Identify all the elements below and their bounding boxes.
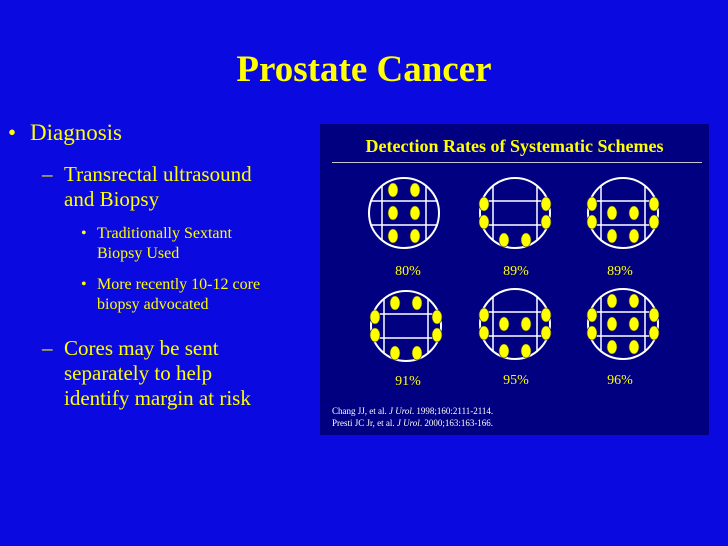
gland-outline — [588, 178, 658, 248]
biopsy-core — [649, 197, 659, 211]
bullet-dot-icon: • — [81, 276, 87, 293]
biopsy-core — [587, 197, 597, 211]
scheme-1-rate: 80% — [395, 264, 421, 279]
biopsy-core — [587, 308, 597, 322]
subsub-bullet-sextant-line2: Biopsy Used — [97, 245, 180, 262]
scheme-6-rate: 96% — [607, 373, 633, 388]
subsub-bullet-sextant — [81, 224, 327, 264]
sub-bullet-trus-line1: Transrectal ultrasound — [64, 162, 252, 186]
subsub-bullet-sextant-line1: Traditionally Sextant — [97, 225, 232, 242]
scheme-3-rate: 89% — [607, 264, 633, 279]
subsub-bullet-core-line1: More recently 10-12 core — [97, 276, 261, 293]
biopsy-core — [649, 308, 659, 322]
figure-divider — [332, 162, 702, 163]
slide-title-text: Prostate Cancer — [236, 49, 492, 90]
biopsy-core — [412, 346, 422, 360]
biopsy-core — [541, 215, 551, 229]
biopsy-core — [587, 215, 597, 229]
biopsy-core — [388, 206, 398, 220]
scheme-2-rate: 89% — [503, 264, 529, 279]
detection-rates-figure — [320, 124, 709, 435]
gland-outline — [480, 289, 550, 359]
gland-outline — [371, 291, 441, 361]
biopsy-core — [390, 296, 400, 310]
sub-bullet-trus-line2: and Biopsy — [64, 187, 160, 211]
biopsy-core — [390, 346, 400, 360]
citation-presti-journal: J Urol — [396, 418, 420, 428]
biopsy-scheme-4 — [369, 289, 443, 363]
sub-bullet-cores — [42, 336, 324, 411]
gland-outline — [480, 178, 550, 248]
biopsy-core — [629, 229, 639, 243]
biopsy-core — [432, 328, 442, 342]
biopsy-core — [607, 340, 617, 354]
biopsy-core — [412, 296, 422, 310]
biopsy-core — [521, 233, 531, 247]
biopsy-core — [541, 308, 551, 322]
biopsy-core — [649, 215, 659, 229]
biopsy-core — [499, 233, 509, 247]
biopsy-core — [432, 310, 442, 324]
dash-icon: – — [42, 162, 53, 186]
biopsy-core — [607, 206, 617, 220]
bullet-dot-icon: • — [81, 225, 87, 242]
slide-title — [0, 48, 728, 92]
biopsy-core — [479, 308, 489, 322]
sub-bullet-trus — [42, 162, 324, 212]
gland-outline — [588, 289, 658, 359]
biopsy-core — [388, 229, 398, 243]
citation-presti-details: . 2000;163:163-166. — [419, 418, 494, 428]
biopsy-scheme-1 — [367, 176, 441, 250]
biopsy-core — [629, 317, 639, 331]
scheme-5-rate: 95% — [503, 373, 529, 388]
sub-bullet-cores-line3: identify margin at risk — [64, 386, 251, 410]
biopsy-core — [370, 328, 380, 342]
biopsy-core — [479, 326, 489, 340]
citation-chang-details: . 1998;160:2111-2114. — [411, 406, 494, 416]
subsub-bullet-core-line2: biopsy advocated — [97, 296, 209, 313]
citation-presti — [332, 417, 493, 429]
biopsy-core — [587, 326, 597, 340]
biopsy-core — [499, 344, 509, 358]
biopsy-core — [370, 310, 380, 324]
biopsy-core — [541, 197, 551, 211]
biopsy-core — [607, 294, 617, 308]
bullet-diagnosis — [8, 118, 122, 148]
biopsy-core — [629, 206, 639, 220]
biopsy-core — [607, 229, 617, 243]
bullet-diagnosis-text: Diagnosis — [30, 120, 122, 145]
biopsy-scheme-5 — [478, 287, 552, 361]
biopsy-core — [479, 197, 489, 211]
biopsy-scheme-2 — [478, 176, 552, 250]
citation-chang — [332, 405, 493, 417]
biopsy-core — [521, 317, 531, 331]
biopsy-core — [479, 215, 489, 229]
subsub-bullet-core — [81, 275, 327, 315]
biopsy-core — [607, 317, 617, 331]
biopsy-scheme-3 — [586, 176, 660, 250]
bullet-dot-icon: • — [8, 120, 17, 145]
biopsy-core — [629, 294, 639, 308]
biopsy-core — [521, 344, 531, 358]
gland-outline — [369, 178, 439, 248]
biopsy-core — [629, 340, 639, 354]
biopsy-core — [388, 183, 398, 197]
citation-chang-authors: Chang JJ, et al. — [332, 406, 389, 416]
figure-title: Detection Rates of Systematic Schemes — [365, 136, 664, 156]
scheme-4-rate: 91% — [395, 374, 421, 389]
biopsy-core — [499, 317, 509, 331]
citation-chang-journal: J Urol — [389, 406, 412, 416]
citation-presti-authors: Presti JC Jr, et al. — [332, 418, 397, 428]
biopsy-core — [541, 326, 551, 340]
biopsy-scheme-6 — [586, 287, 660, 361]
sub-bullet-cores-line1: Cores may be sent — [64, 336, 219, 360]
dash-icon: – — [42, 336, 53, 360]
biopsy-core — [410, 183, 420, 197]
biopsy-core — [410, 229, 420, 243]
biopsy-core — [649, 326, 659, 340]
biopsy-core — [410, 206, 420, 220]
sub-bullet-cores-line2: separately to help — [64, 361, 213, 385]
